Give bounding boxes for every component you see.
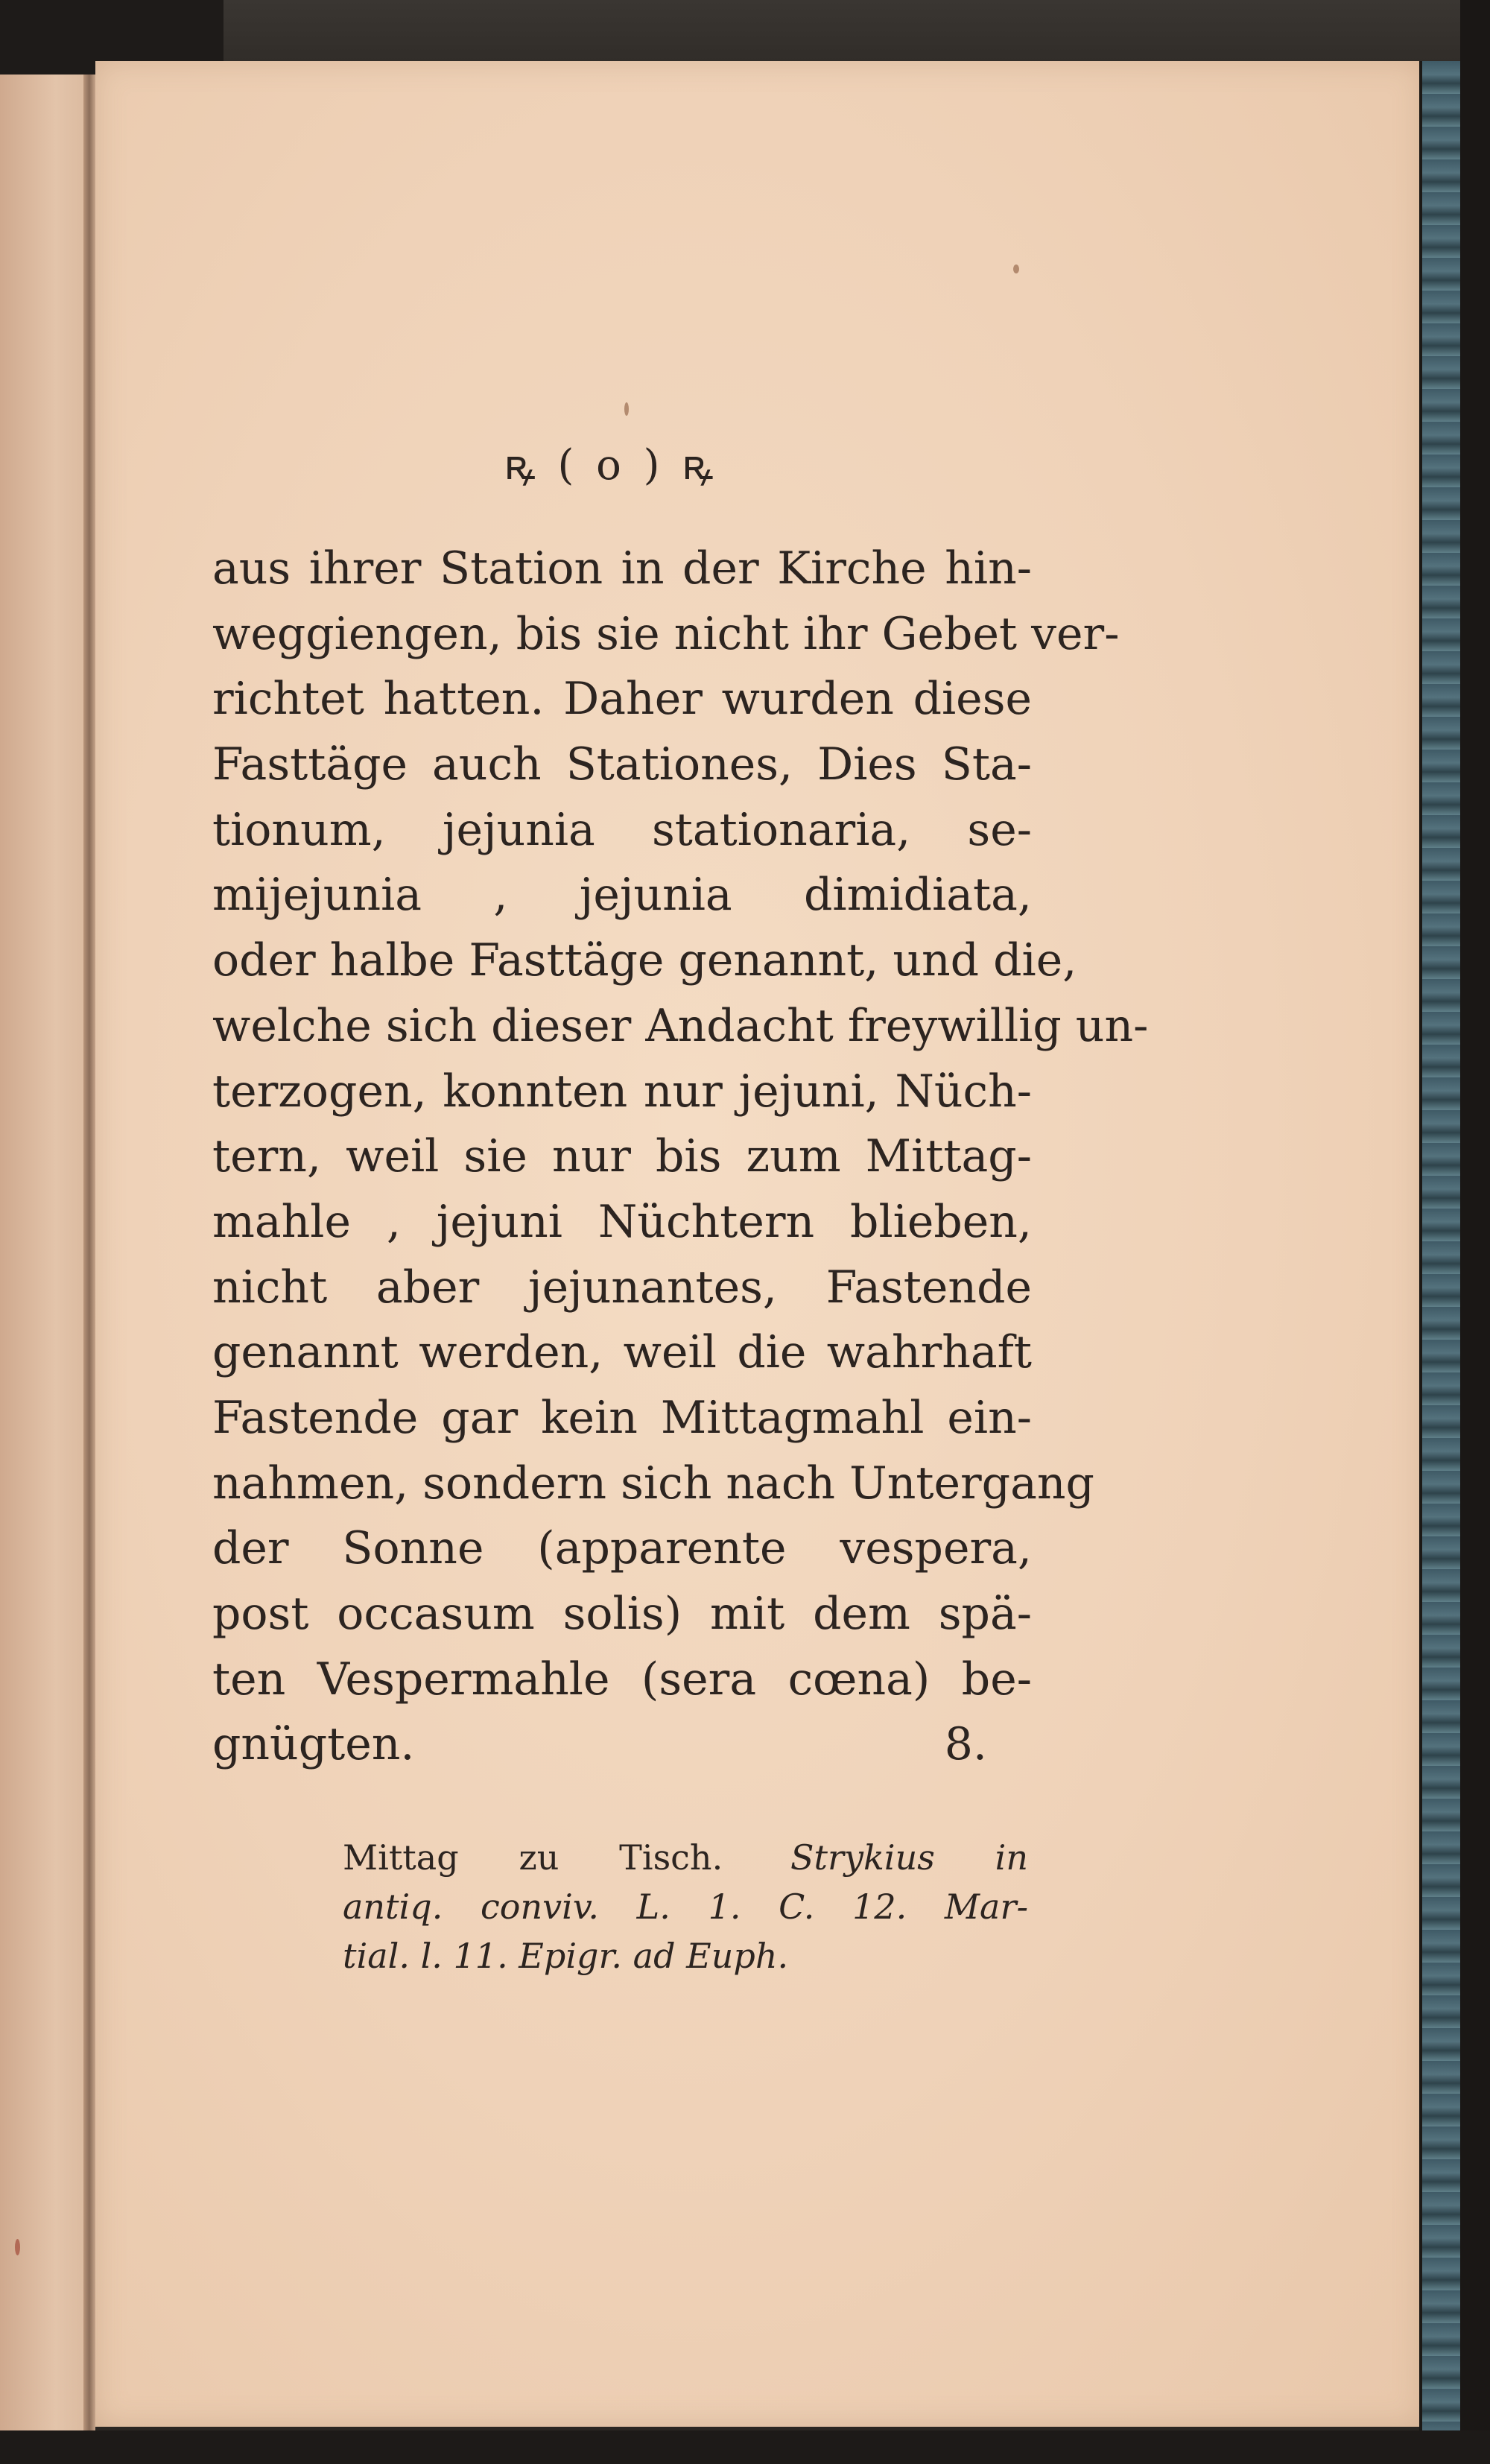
last-line-text: gnügten. [212,1718,415,1771]
text-line: welche sich dieser Andacht freywillig un- [212,999,1149,1052]
text-line: genannt werden, weil die wahrhaft [212,1326,1032,1379]
text-line: oder halbe Fasttäge genannt, und die, [212,934,1077,987]
text-line-last [212,1712,1032,1778]
text-line: Fasttäge auch Stationes, Dies Sta- [212,738,1032,791]
paper-speck [1013,265,1019,273]
footnote-citation: Strykius in [790,1837,1028,1878]
paper-speck [15,2239,20,2255]
text-line: nicht aber jejunantes, Fastende [212,1261,1032,1314]
footnote-marker: Mittag zu Tisch. [343,1837,723,1878]
text-line: nahmen, sondern sich nach Untergang [212,1457,1094,1510]
text-line: der Sonne (apparente vespera, [212,1522,1032,1575]
page-header: ꝶ ( o ) ꝶ [504,441,718,490]
scanner-right-edge [1460,0,1490,2464]
signature-mark: 8. [944,1718,987,1771]
text-line: richtet hatten. Daher wurden diese [212,673,1032,726]
footnote-line [343,1833,1028,1882]
text-line: tern, weil sie nur bis zum Mittag- [212,1130,1032,1183]
text-line: mahle , jejuni Nüchtern blieben, [212,1195,1032,1248]
text-line: aus ihrer Station in der Kirche hin- [212,542,1032,595]
text-line: ten Vespermahle (sera cœna) be- [212,1653,1032,1706]
book-gutter [83,75,95,2444]
text-line: mijejunia , jejunia dimidiata, [212,869,1032,922]
body-text [212,536,1149,1778]
paper-speck [624,402,629,416]
footnote-line: antiq. conviv. L. 1. C. 12. Mar- [343,1887,1028,1927]
footnote [343,1833,1028,1980]
previous-page-edge [0,75,93,2444]
text-line: post occasum solis) mit dem spä- [212,1588,1032,1640]
text-line: terzogen, konnten nur jejuni, Nüch- [212,1065,1032,1118]
scanner-bottom-edge [0,2430,1490,2464]
text-line: Fastende gar kein Mittagmahl ein- [212,1391,1032,1444]
text-line: tionum, jejunia stationaria, se- [212,803,1032,856]
footnote-line: tial. l. 11. Epigr. ad Euph. [343,1936,789,1976]
text-line: weggiengen, bis sie nicht ihr Gebet ver- [212,607,1120,660]
book-cover-edge [1419,61,1463,2445]
